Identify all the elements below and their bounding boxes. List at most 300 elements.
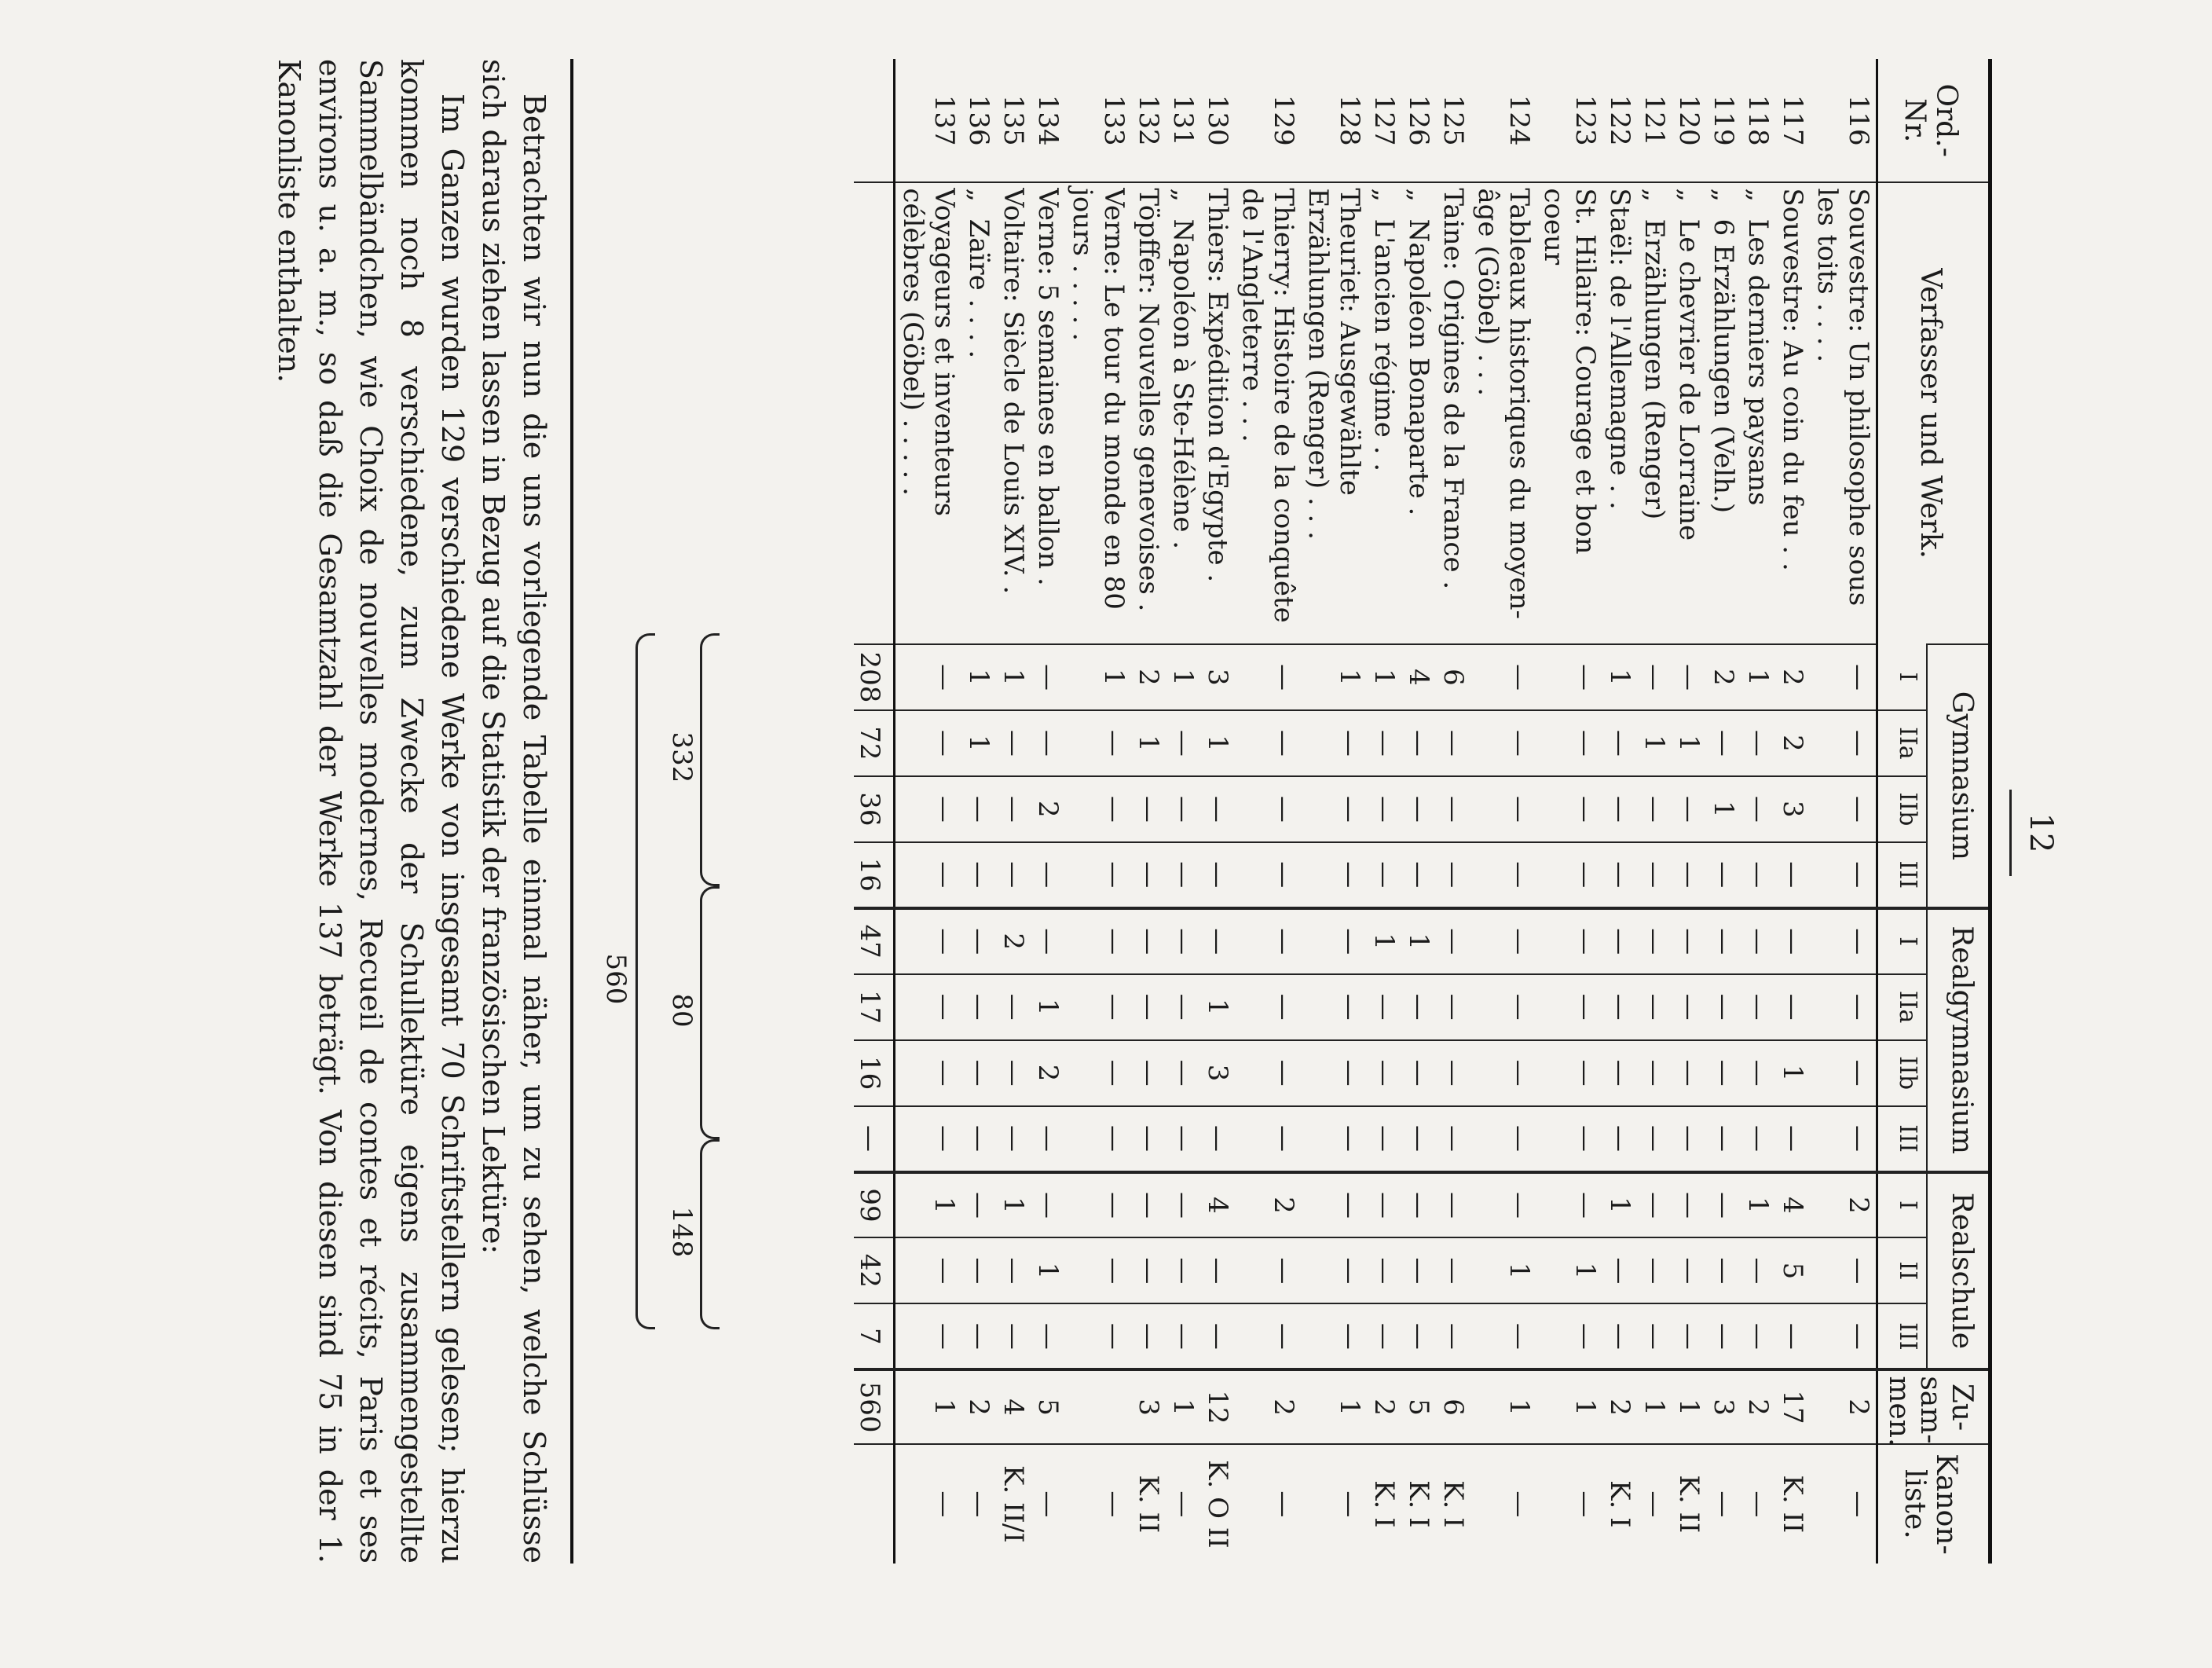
row-count: —	[1810, 1237, 1877, 1303]
subheader-1: IIa	[1877, 710, 1928, 776]
row-count: —	[1301, 1172, 1367, 1238]
row-count: —	[1031, 1172, 1065, 1238]
row-count: —	[1810, 974, 1877, 1040]
row-count: —	[1470, 1106, 1536, 1172]
row-count: —	[1637, 842, 1672, 908]
row-count: 1	[1602, 1172, 1637, 1238]
row-count: —	[1602, 1106, 1637, 1172]
subheader-2: IIb	[1877, 776, 1928, 842]
row-title: Thiers: Expédition d'Egypte .	[1200, 182, 1235, 644]
row-count: —	[1810, 1040, 1877, 1106]
row-kanon: K. II	[1775, 1444, 1810, 1564]
row-count: —	[1672, 1303, 1706, 1369]
row-sum: 2	[1810, 1369, 1877, 1443]
row-count: —	[1741, 1303, 1775, 1369]
row-count: —	[1065, 842, 1131, 908]
row-count: —	[1775, 974, 1810, 1040]
row-count: —	[895, 776, 962, 842]
row-title: „ L'ancien régime . .	[1367, 182, 1401, 644]
row-count: —	[1301, 776, 1367, 842]
row-count: —	[1536, 644, 1602, 710]
row-count: —	[1672, 1172, 1706, 1238]
row-number: 127	[1368, 94, 1400, 146]
total-cell: 72	[854, 710, 895, 776]
row-count: —	[1065, 1303, 1131, 1369]
row-sum: 1	[1536, 1369, 1602, 1443]
row-count: —	[1031, 1106, 1065, 1172]
row-count: —	[1637, 974, 1672, 1040]
row-count: —	[1672, 644, 1706, 710]
row-count: —	[1166, 1237, 1200, 1303]
row-count: —	[1200, 776, 1235, 842]
table-row	[1706, 59, 1741, 1564]
row-count: —	[1706, 908, 1741, 974]
row-count: —	[1065, 1172, 1131, 1238]
row-count: —	[1131, 974, 1166, 1040]
total-cell: 42	[854, 1237, 895, 1303]
row-kanon: —	[1810, 1444, 1877, 1564]
subheader-5: IIa	[1877, 974, 1928, 1040]
row-count: —	[1672, 1040, 1706, 1106]
row-count: —	[1706, 1172, 1741, 1238]
row-sum: 17	[1775, 1369, 1810, 1443]
row-count: 5	[1775, 1237, 1810, 1303]
group-totals	[586, 59, 720, 1564]
row-number: 129	[1268, 94, 1299, 146]
row-number: 134	[1032, 94, 1064, 146]
row-title: Souvestre: Au coin du feu . .	[1775, 182, 1810, 644]
row-count: —	[1536, 1172, 1602, 1238]
row-count: —	[1706, 1237, 1741, 1303]
row-count: —	[1166, 1106, 1200, 1172]
total-cell: 208	[854, 644, 895, 710]
row-count: —	[895, 710, 962, 776]
row-count: —	[1301, 842, 1367, 908]
row-count: —	[1536, 1040, 1602, 1106]
total-cell: —	[854, 1106, 895, 1172]
row-count: 4	[1200, 1172, 1235, 1238]
row-count: —	[1367, 1106, 1401, 1172]
row-count: —	[1436, 1303, 1470, 1369]
header-realschule: Realschule	[1927, 1172, 1990, 1370]
row-count: —	[1470, 1040, 1536, 1106]
row-count: 2	[1706, 644, 1741, 710]
row-count: —	[1166, 710, 1200, 776]
row-count: —	[1637, 644, 1672, 710]
row-sum: 1	[1301, 1369, 1367, 1443]
row-kanon: —	[1470, 1444, 1536, 1564]
row-count: —	[1200, 1106, 1235, 1172]
row-count: —	[1367, 1237, 1401, 1303]
row-count: —	[1470, 776, 1536, 842]
row-count: —	[1065, 974, 1131, 1040]
realgymnasium-total: 80	[666, 993, 698, 1028]
row-count: —	[1436, 908, 1470, 974]
row-count: —	[1200, 1237, 1235, 1303]
row-count: —	[1775, 1106, 1810, 1172]
row-count: 1	[1031, 974, 1065, 1040]
row-count: —	[1131, 1172, 1166, 1238]
row-title: Taine: Origines de la France .	[1436, 182, 1470, 644]
subheader-0: I	[1877, 644, 1928, 710]
row-kanon: —	[961, 1444, 996, 1564]
row-sum: 1	[1470, 1369, 1536, 1443]
table-row	[1637, 59, 1672, 1564]
row-count: 2	[1235, 1172, 1301, 1238]
row-count: —	[1131, 1106, 1166, 1172]
row-count: —	[1131, 776, 1166, 842]
row-sum: 2	[1741, 1369, 1775, 1443]
row-count: —	[895, 1106, 962, 1172]
row-sum: 1	[1166, 1369, 1200, 1443]
subheader-3: III	[1877, 842, 1928, 908]
row-title: „ Zaïre . . . .	[961, 182, 996, 644]
table-row	[1031, 59, 1065, 1564]
row-count: —	[961, 1106, 996, 1172]
row-count: —	[1536, 974, 1602, 1040]
row-count: —	[1367, 1303, 1401, 1369]
row-count: 1	[1706, 776, 1741, 842]
row-number: 121	[1639, 94, 1670, 146]
row-count: —	[1401, 1040, 1436, 1106]
row-number: 124	[1503, 94, 1535, 146]
row-count: —	[1367, 974, 1401, 1040]
header-realgymnasium: Realgymnasium	[1927, 908, 1990, 1172]
row-count: —	[1810, 1106, 1877, 1172]
row-kanon: K. I	[1401, 1444, 1436, 1564]
row-count: 1	[1200, 974, 1235, 1040]
row-count: —	[1602, 1237, 1637, 1303]
row-count: —	[1166, 842, 1200, 908]
row-count: —	[1470, 908, 1536, 974]
row-kanon: —	[1536, 1444, 1602, 1564]
header-werk: Verfasser und Werk.	[1877, 182, 1990, 644]
row-count: —	[1235, 1106, 1301, 1172]
row-number: 120	[1673, 94, 1705, 146]
row-count: —	[1672, 842, 1706, 908]
row-count: 2	[996, 908, 1031, 974]
row-count: 3	[1200, 644, 1235, 710]
total-cell: 47	[854, 908, 895, 974]
table-row	[1401, 59, 1436, 1564]
row-title: Tableaux historiques du moyen-âge (Göbel) . . .	[1470, 182, 1536, 644]
row-number: 130	[1202, 94, 1233, 146]
row-count: —	[1065, 1106, 1131, 1172]
row-title: Staël: de l'Allemagne . .	[1602, 182, 1637, 644]
row-count: —	[1470, 974, 1536, 1040]
subheader-7: III	[1877, 1106, 1928, 1172]
row-count: —	[1706, 1106, 1741, 1172]
row-sum: 1	[1637, 1369, 1672, 1443]
table-row	[1672, 59, 1706, 1564]
row-count: 1	[1166, 644, 1200, 710]
row-count: —	[1470, 1172, 1536, 1238]
row-count: —	[1301, 1237, 1367, 1303]
row-count: —	[1235, 908, 1301, 974]
row-count: —	[1536, 908, 1602, 974]
row-kanon: —	[1065, 1444, 1131, 1564]
row-count: —	[1065, 710, 1131, 776]
row-count: —	[1470, 710, 1536, 776]
row-count: —	[895, 1040, 962, 1106]
row-count: —	[1602, 974, 1637, 1040]
row-count: —	[895, 644, 962, 710]
row-kanon: —	[895, 1444, 962, 1564]
row-count: —	[1706, 710, 1741, 776]
row-count: —	[1602, 842, 1637, 908]
row-count: —	[1810, 776, 1877, 842]
row-count: —	[1401, 1303, 1436, 1369]
row-count: —	[1672, 1106, 1706, 1172]
grand-total: 560	[600, 953, 632, 1005]
row-count: —	[1602, 710, 1637, 776]
row-title: „ Napoléon Bonaparte .	[1401, 182, 1436, 644]
row-count: —	[1672, 974, 1706, 1040]
row-count: —	[1741, 1237, 1775, 1303]
row-kanon: —	[1166, 1444, 1200, 1564]
row-kanon: K. O II	[1200, 1444, 1235, 1564]
brace-grand-total	[635, 633, 655, 1329]
row-count: 1	[1741, 1172, 1775, 1238]
row-count: —	[895, 1303, 962, 1369]
table-row	[1235, 59, 1301, 1564]
table-bottom-rule	[570, 59, 573, 1564]
row-count: —	[1031, 842, 1065, 908]
row-count: —	[1470, 842, 1536, 908]
row-count: —	[1200, 1303, 1235, 1369]
row-count: 1	[996, 1172, 1031, 1238]
row-count: —	[1401, 1172, 1436, 1238]
table-row	[1301, 59, 1367, 1564]
row-number: 117	[1777, 94, 1808, 146]
row-count: —	[996, 1237, 1031, 1303]
table-row	[996, 59, 1031, 1564]
row-count: —	[1775, 842, 1810, 908]
row-count: —	[1131, 908, 1166, 974]
row-count: —	[1131, 1040, 1166, 1106]
row-number: 133	[1098, 94, 1130, 146]
row-count: 1	[1602, 644, 1637, 710]
row-count: 1	[1775, 1040, 1810, 1106]
table-row	[1065, 59, 1131, 1564]
table-row	[1200, 59, 1235, 1564]
row-title: Verne: Le tour du monde en 80 jours . . . . .	[1065, 182, 1131, 644]
row-count: —	[1637, 1040, 1672, 1106]
row-count: —	[1536, 776, 1602, 842]
table-row	[1810, 59, 1877, 1564]
row-title: Voltaire: Siècle de Louis XIV. .	[996, 182, 1031, 644]
total-cell: 16	[854, 842, 895, 908]
row-count: —	[1706, 842, 1741, 908]
row-count: —	[1602, 908, 1637, 974]
row-count: —	[1706, 1040, 1741, 1106]
row-count: —	[1367, 1040, 1401, 1106]
row-sum: 1	[1672, 1369, 1706, 1443]
row-count: —	[1741, 1040, 1775, 1106]
row-count: —	[1810, 710, 1877, 776]
row-number: 135	[998, 94, 1029, 146]
row-count: —	[1401, 776, 1436, 842]
row-count: 4	[1775, 1172, 1810, 1238]
row-count: —	[1602, 1303, 1637, 1369]
row-count: —	[1436, 974, 1470, 1040]
row-count: —	[1235, 1237, 1301, 1303]
row-count: 1	[1637, 710, 1672, 776]
row-count: —	[1131, 1237, 1166, 1303]
row-title: „ Napoléon à Ste-Hélène .	[1166, 182, 1200, 644]
row-count: —	[1301, 1106, 1367, 1172]
row-count: 4	[1401, 644, 1436, 710]
row-count: —	[1401, 710, 1436, 776]
commentary-paragraph	[269, 59, 555, 1564]
row-count: —	[961, 776, 996, 842]
row-count: —	[1741, 776, 1775, 842]
row-number: 123	[1569, 94, 1601, 146]
totals-blank	[854, 59, 895, 182]
subheader-8: I	[1877, 1172, 1928, 1238]
table-row	[1166, 59, 1200, 1564]
row-count: —	[1200, 842, 1235, 908]
row-count: —	[1637, 776, 1672, 842]
row-count: 2	[1131, 644, 1166, 710]
row-sum	[1065, 1369, 1131, 1443]
row-kanon: —	[1637, 1444, 1672, 1564]
row-title: Verne: 5 semaines en ballon .	[1031, 182, 1065, 644]
row-kanon: —	[1301, 1444, 1367, 1564]
row-sum: 5	[1031, 1369, 1065, 1443]
row-count: —	[961, 974, 996, 1040]
row-number: 132	[1133, 94, 1164, 146]
row-count: —	[1401, 842, 1436, 908]
row-count: —	[1741, 842, 1775, 908]
realschule-total: 148	[666, 1206, 698, 1258]
row-count: —	[1436, 1106, 1470, 1172]
row-title: Souvestre: Un philosophe sous les toits . . . .	[1810, 182, 1877, 644]
subheader-6: IIb	[1877, 1040, 1928, 1106]
row-count: 2	[1775, 644, 1810, 710]
row-sum: 2	[1367, 1369, 1401, 1443]
row-count: —	[1166, 974, 1200, 1040]
row-count: —	[1775, 908, 1810, 974]
subheader-9: II	[1877, 1237, 1928, 1303]
row-kanon: —	[1741, 1444, 1775, 1564]
row-count: —	[1367, 1172, 1401, 1238]
row-count: 6	[1436, 644, 1470, 710]
total-cell: 7	[854, 1303, 895, 1369]
row-count: —	[1367, 776, 1401, 842]
statistics-table	[854, 59, 1992, 1564]
row-count: —	[996, 974, 1031, 1040]
row-count: —	[1470, 1303, 1536, 1369]
row-count: —	[1235, 776, 1301, 842]
row-count: —	[961, 1303, 996, 1369]
paragraph-2: Im Ganzen wurden 129 verschiedene Werke von insgesamt 70 Schriftstellern gelesen; hierzu kommen noch 8 verschiedene, zum Zwecke der Schullektüre eigens zusammengestellte Sammelbändchen, wie Choix de nouvelles modernes, Recueil de contes et récits, Paris et ses environs u. a. m., so daß die Gesamtzahl der Werke 137 beträgt. Von diesen sind 75 in der 1. Kanonliste enthalten.	[272, 59, 470, 1564]
row-count: 1	[1031, 1237, 1065, 1303]
row-count: —	[1235, 974, 1301, 1040]
row-count: —	[1301, 1303, 1367, 1369]
row-count: —	[1031, 644, 1065, 710]
row-count: —	[996, 1303, 1031, 1369]
row-count: —	[961, 842, 996, 908]
row-count: 1	[1131, 710, 1166, 776]
row-title: St. Hilaire: Courage et bon coeur	[1536, 182, 1602, 644]
brace-realgymnasium	[700, 886, 720, 1139]
row-title: „ 6 Erzählungen (Velh.)	[1706, 182, 1741, 644]
row-count: —	[1810, 1303, 1877, 1369]
row-count: —	[1436, 1237, 1470, 1303]
row-count: —	[1672, 1237, 1706, 1303]
header-kanonliste: Kanon-liste.	[1877, 1444, 1990, 1564]
row-kanon: K. II	[1131, 1444, 1166, 1564]
row-count: —	[1131, 1303, 1166, 1369]
row-title: Töpffer: Nouvelles genevoises .	[1131, 182, 1166, 644]
row-count: 1	[1065, 644, 1131, 710]
row-kanon: K. II/I	[996, 1444, 1031, 1564]
brace-realschule	[700, 1139, 720, 1329]
row-title: Theuriet: Ausgewählte Erzählungen (Renger) . . .	[1301, 182, 1367, 644]
row-count: —	[1235, 644, 1301, 710]
row-count: —	[1706, 1303, 1741, 1369]
row-title: „ Les derniers paysans	[1741, 182, 1775, 644]
total-cell: 36	[854, 776, 895, 842]
subheader-10: III	[1877, 1303, 1928, 1369]
row-sum: 3	[1706, 1369, 1741, 1443]
gymnasium-total: 332	[666, 731, 698, 783]
row-sum: 1	[895, 1369, 962, 1443]
row-count: —	[1367, 710, 1401, 776]
row-count: —	[1741, 1106, 1775, 1172]
row-number: 118	[1742, 94, 1774, 146]
total-cell: 99	[854, 1172, 895, 1238]
row-count: —	[1301, 1040, 1367, 1106]
row-count: —	[1602, 1040, 1637, 1106]
row-count: —	[1637, 1172, 1672, 1238]
table-row	[1536, 59, 1602, 1564]
totals-row	[854, 59, 895, 1564]
row-count: —	[1672, 776, 1706, 842]
row-kanon: —	[1706, 1444, 1741, 1564]
row-number: 131	[1167, 94, 1199, 146]
row-count: —	[1301, 974, 1367, 1040]
row-count: —	[895, 1237, 962, 1303]
row-count: —	[961, 908, 996, 974]
row-number: 126	[1403, 94, 1434, 146]
row-count: —	[1065, 776, 1131, 842]
row-count: —	[1810, 842, 1877, 908]
row-count: —	[1436, 1040, 1470, 1106]
row-count: —	[961, 1172, 996, 1238]
row-count: —	[1166, 776, 1200, 842]
row-count: —	[996, 842, 1031, 908]
row-count: 1	[1470, 1237, 1536, 1303]
row-count: —	[895, 842, 962, 908]
brace-gymnasium	[700, 633, 720, 886]
row-count: —	[1200, 908, 1235, 974]
totals-blank	[854, 182, 895, 644]
row-kanon: K. II	[1672, 1444, 1706, 1564]
row-title: Thierry: Histoire de la conquête de l'Angleterre . . .	[1235, 182, 1301, 644]
row-count: —	[1401, 974, 1436, 1040]
row-count: —	[1810, 644, 1877, 710]
table-row	[961, 59, 996, 1564]
row-sum: 2	[1235, 1369, 1301, 1443]
table-body	[895, 59, 1877, 1564]
row-title: Voyageurs et inventeurs célèbres (Göbel) . . . . .	[895, 182, 962, 644]
row-count: —	[1436, 842, 1470, 908]
row-count: 2	[1031, 776, 1065, 842]
row-count: —	[1065, 1237, 1131, 1303]
row-kanon: —	[1235, 1444, 1301, 1564]
